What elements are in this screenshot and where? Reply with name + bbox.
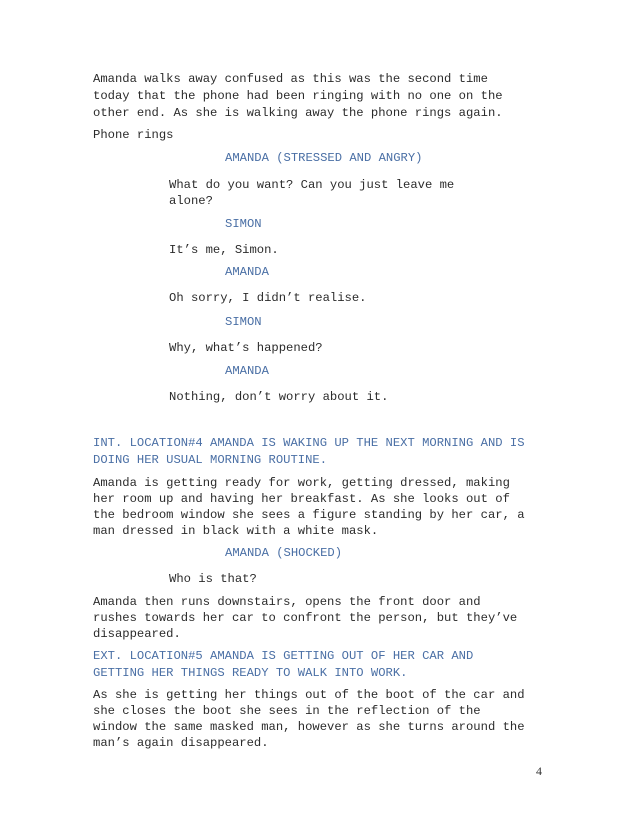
dialogue-line: What do you want? Can you just leave me — [169, 178, 455, 192]
scene-heading: GETTING HER THINGS READY TO WALK INTO WORK. — [93, 666, 408, 680]
character-cue: AMANDA (SHOCKED) — [225, 546, 343, 560]
character-cue: AMANDA — [225, 364, 269, 378]
action-line: man’s again disappeared. — [93, 736, 269, 750]
action-line: rushes towards her car to confront the person, but they’ve — [93, 611, 518, 625]
scene-heading: EXT. LOCATION#5 AMANDA IS GETTING OUT OF HER CAR AND — [93, 649, 474, 663]
dialogue-line: Oh sorry, I didn’t realise. — [169, 291, 367, 305]
action-line: other end. As she is walking away the phone rings again. — [93, 106, 503, 120]
character-cue: AMANDA — [225, 265, 269, 279]
dialogue-line: It’s me, Simon. — [169, 243, 279, 257]
action-line: As she is getting her things out of the boot of the car and — [93, 688, 525, 702]
action-line: Amanda is getting ready for work, getting dressed, making — [93, 476, 510, 490]
character-cue: AMANDA (STRESSED AND ANGRY) — [225, 151, 423, 165]
character-cue: SIMON — [225, 217, 262, 231]
action-line: disappeared. — [93, 627, 181, 641]
action-line: Amanda walks away confused as this was the second time — [93, 72, 488, 86]
dialogue-line: Nothing, don’t worry about it. — [169, 390, 389, 404]
action-line: today that the phone had been ringing with no one on the — [93, 89, 503, 103]
action-line: she closes the boot she sees in the reflection of the — [93, 704, 481, 718]
scene-heading: INT. LOCATION#4 AMANDA IS WAKING UP THE NEXT MORNING AND IS — [93, 436, 525, 450]
action-line: her room up and having her breakfast. As she looks out of — [93, 492, 510, 506]
action-line: window the same masked man, however as she turns around the — [93, 720, 525, 734]
action-line: Amanda then runs downstairs, opens the front door and — [93, 595, 481, 609]
dialogue-line: alone? — [169, 194, 213, 208]
action-line: Phone rings — [93, 128, 174, 142]
action-line: man dressed in black with a white mask. — [93, 524, 379, 538]
scene-heading: DOING HER USUAL MORNING ROUTINE. — [93, 453, 328, 467]
dialogue-line: Who is that? — [169, 572, 257, 586]
action-line: the bedroom window she sees a figure standing by her car, a — [93, 508, 525, 522]
dialogue-line: Why, what’s happened? — [169, 341, 323, 355]
page-number: 4 — [536, 764, 542, 778]
character-cue: SIMON — [225, 315, 262, 329]
